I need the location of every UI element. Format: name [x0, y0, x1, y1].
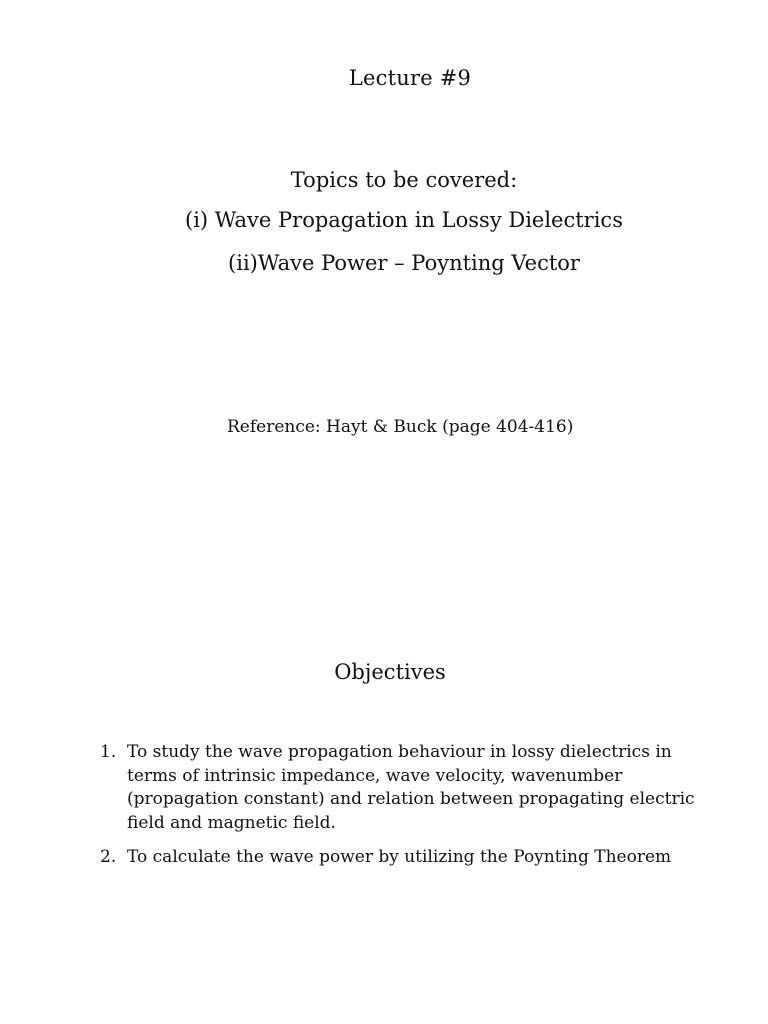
objective-number: 1. [100, 742, 117, 762]
objective-text: To study the wave propagation behaviour in lossy dielectrics in terms of intrinsic impedance, wave velocity, wavenumber (propagation constant) and relation between propagating electric field and magnetic field. [127, 742, 695, 833]
lecture-title: Lecture #9 [348, 66, 472, 90]
topic-item: (i) Wave Propagation in Lossy Dielectrics [185, 208, 623, 232]
objective-number: 2. [100, 847, 117, 867]
topic-item: (ii)Wave Power – Poynting Vector [228, 251, 580, 275]
objective-item [100, 846, 700, 870]
objectives-heading: Objectives [334, 660, 446, 684]
objective-item [100, 741, 700, 835]
reference-text: Reference: Hayt & Buck (page 404-416) [227, 417, 574, 437]
objectives-list [100, 741, 700, 881]
objective-text: To calculate the wave power by utilizing the Poynting Theorem [127, 847, 672, 867]
topics-heading: Topics to be covered: [290, 168, 518, 192]
